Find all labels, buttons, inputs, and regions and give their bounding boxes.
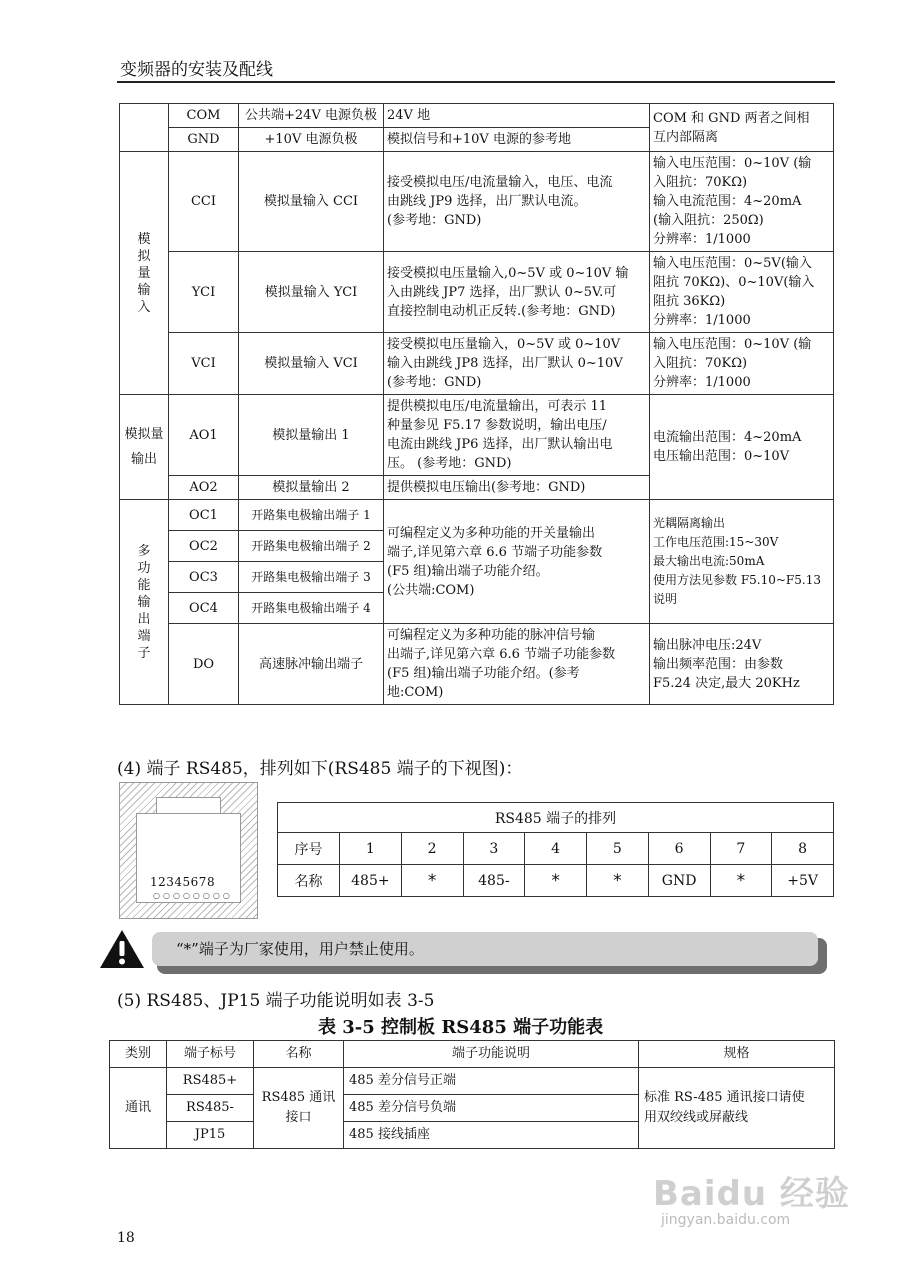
- text-line: (公共端:COM): [387, 582, 475, 598]
- category-analog-input: [120, 152, 169, 395]
- terminal-name: AO2: [169, 476, 239, 500]
- text-line: 电流由跳线 JP6 选择，出厂默认输出电: [387, 437, 613, 452]
- table-3-5-caption: 表 3-5 控制板 RS485 端子功能表: [318, 1017, 604, 1038]
- terminal-spec: [650, 333, 834, 395]
- category-analog-output: [120, 395, 169, 500]
- function-description: 485 接线插座: [344, 1122, 639, 1149]
- pin-name: *: [710, 865, 772, 897]
- pin-number: 2: [401, 833, 463, 865]
- category-char: 端: [137, 628, 151, 644]
- category-char: 入: [137, 299, 151, 315]
- text-line: COM 和 GND 两者之间相: [653, 110, 810, 126]
- running-header: 变频器的安装及配线: [120, 60, 273, 80]
- pin-name: *: [525, 865, 587, 897]
- warning-triangle-icon: [98, 928, 146, 970]
- terminal-function: 模拟量输出 2: [239, 476, 384, 500]
- pin-name: 485-: [463, 865, 525, 897]
- category-char: 输: [137, 282, 151, 298]
- terminal-description: [384, 395, 650, 476]
- table-row: [278, 833, 834, 865]
- name-cell: [254, 1068, 344, 1149]
- text-line: 输入电流范围：4~20mA: [653, 194, 802, 209]
- terminal-description: [384, 500, 650, 624]
- watermark-logo: Baidu 经验: [653, 1174, 850, 1214]
- text-line: 压。 (参考地：GND): [387, 456, 512, 471]
- terminal-spec: [650, 500, 834, 624]
- connector-socket: [136, 813, 241, 903]
- text-line: 标准 RS-485 通讯接口请使: [644, 1090, 805, 1105]
- terminal-name: OC4: [169, 593, 239, 624]
- text-line: 由跳线 JP9 选择，出厂默认电流。: [387, 194, 587, 209]
- terminal-spec: [650, 104, 834, 152]
- terminal-name: COM: [169, 104, 239, 128]
- category-char: 出: [137, 611, 151, 627]
- table-row: [110, 1068, 835, 1095]
- category-text: 输出: [130, 452, 157, 467]
- terminal-function: 开路集电极输出端子 3: [239, 562, 384, 593]
- category-char: 模: [137, 231, 151, 247]
- pin-name: GND: [648, 865, 710, 897]
- pin-number: 3: [463, 833, 525, 865]
- column-header: 名称: [254, 1041, 344, 1068]
- spec-cell: [639, 1068, 835, 1149]
- pin-number: 4: [525, 833, 587, 865]
- pin-number: 1: [340, 833, 402, 865]
- text-line: 入阻抗：70KΩ): [653, 356, 748, 371]
- text-line: 使用方法见参数 F5.10~F5.13: [653, 573, 821, 587]
- category-cell-empty: [120, 104, 169, 152]
- row-label: 序号: [278, 833, 340, 865]
- table-row: [120, 624, 834, 705]
- pin-name: 485+: [340, 865, 402, 897]
- text-line: 输出脉冲电压:24V: [653, 637, 762, 653]
- text-line: 接受模拟电压量输入，0~5V 或 0~10V: [387, 337, 621, 352]
- text-line: 分辨率：1/1000: [653, 313, 751, 328]
- category-char: 能: [137, 577, 151, 593]
- terminal-description: [384, 252, 650, 333]
- text-line: 输出频率范围：由参数: [653, 656, 784, 672]
- text-line: 阻抗 36KΩ): [653, 294, 726, 309]
- pin-name: *: [401, 865, 463, 897]
- text-line: 分辨率：1/1000: [653, 375, 751, 390]
- text-line: (参考地：GND): [387, 375, 482, 390]
- table-row: [278, 865, 834, 897]
- warning-note-text: “*”端子为厂家使用，用户禁止使用。: [176, 940, 424, 958]
- terminal-name: VCI: [169, 333, 239, 395]
- terminal-function: +10V 电源负极: [239, 128, 384, 152]
- table-row: [120, 152, 834, 252]
- text-line: (输入阻抗：250Ω): [653, 213, 764, 228]
- terminal-name: CCI: [169, 152, 239, 252]
- text-line: 接受模拟电压/电流量输入，电压、电流: [387, 175, 613, 190]
- text-line: 入由跳线 JP7 选择，出厂默认 0~5V.可: [387, 284, 617, 300]
- text-line: 光耦隔离输出: [653, 516, 726, 530]
- terminal-description: [384, 152, 650, 252]
- table-row: [120, 333, 834, 395]
- text-line: 阻抗 70KΩ)、0~10V(输入: [653, 275, 815, 290]
- text-line: 电流输出范围：4~20mA: [653, 430, 802, 445]
- terminal-name: OC3: [169, 562, 239, 593]
- terminal-function: 高速脉冲输出端子: [239, 624, 384, 705]
- category-text: 模拟量: [124, 427, 164, 442]
- table-row: [120, 252, 834, 333]
- section-5-heading: (5) RS485、JP15 端子功能说明如表 3-5: [117, 991, 435, 1011]
- text-line: 可编程定义为多种功能的开关量输出: [387, 525, 596, 541]
- table-row: [278, 803, 834, 833]
- text-line: (参考地：GND): [387, 213, 482, 228]
- terminal-name: AO1: [169, 395, 239, 476]
- rs485-table-title: RS485 端子的排列: [278, 803, 834, 833]
- terminal-function: 开路集电极输出端子 2: [239, 531, 384, 562]
- terminal-function: 模拟量输出 1: [239, 395, 384, 476]
- terminal-name: YCI: [169, 252, 239, 333]
- text-line: 可编程定义为多种功能的脉冲信号输: [387, 628, 596, 643]
- terminal-description: 24V 地: [384, 104, 650, 128]
- terminal-spec: [650, 152, 834, 252]
- connector-pins: ○○○○○○○○: [153, 891, 233, 900]
- text-line: 分辨率：1/1000: [653, 232, 751, 247]
- page-number: 18: [117, 1230, 135, 1246]
- text-line: 互内部隔离: [653, 129, 719, 145]
- column-header: 端子功能说明: [344, 1041, 639, 1068]
- terminal-name: OC1: [169, 500, 239, 531]
- category-cell: 通讯: [110, 1068, 167, 1149]
- rs485-pin-table: [277, 802, 834, 897]
- category-multi-output: [120, 500, 169, 705]
- pin-number: 5: [587, 833, 649, 865]
- category-char: 多: [137, 543, 151, 559]
- text-line: 种量参见 F5.17 参数说明，输出电压/: [387, 418, 607, 433]
- function-description: 485 差分信号负端: [344, 1095, 639, 1122]
- table-row: [120, 104, 834, 128]
- category-char: 功: [137, 560, 151, 576]
- terminal-function: 开路集电极输出端子 1: [239, 500, 384, 531]
- category-char: 拟: [137, 248, 151, 264]
- rs485-connector-diagram: [119, 782, 258, 919]
- rs485-function-table: [109, 1040, 835, 1149]
- text-line: 入阻抗：70KΩ): [653, 175, 748, 190]
- terminal-function: 模拟量输入 VCI: [239, 333, 384, 395]
- column-header: 端子标号: [167, 1041, 254, 1068]
- terminal-function: 开路集电极输出端子 4: [239, 593, 384, 624]
- table-header-row: [110, 1041, 835, 1068]
- watermark-url: jingyan.baidu.com: [661, 1212, 791, 1228]
- text-line: 输入电压范围：0~10V (输: [653, 337, 812, 352]
- text-line: 电压输出范围：0~10V: [653, 449, 790, 464]
- connector-pin-numbers: 12345678: [150, 875, 216, 889]
- column-header: 规格: [639, 1041, 835, 1068]
- terminal-function-table: [119, 103, 834, 705]
- text-line: 接口: [285, 1110, 312, 1125]
- text-line: 接受模拟电压量输入,0~5V 或 0~10V 输: [387, 265, 629, 281]
- row-label: 名称: [278, 865, 340, 897]
- text-line: (F5 组)输出端子功能介绍。(参考: [387, 666, 580, 681]
- terminal-function: 模拟量输入 CCI: [239, 152, 384, 252]
- terminal-name: DO: [169, 624, 239, 705]
- pin-number: 7: [710, 833, 772, 865]
- terminal-name: OC2: [169, 531, 239, 562]
- text-line: 工作电压范围:15~30V: [653, 535, 779, 549]
- terminal-description: [384, 333, 650, 395]
- text-line: 最大输出电流:50mA: [653, 554, 765, 568]
- category-char: 子: [137, 645, 151, 661]
- text-line: 直接控制电动机正反转.(参考地：GND): [387, 303, 616, 319]
- text-line: 输入由跳线 JP8 选择，出厂默认 0~10V: [387, 356, 623, 371]
- terminal-label: JP15: [167, 1122, 254, 1149]
- terminal-name: GND: [169, 128, 239, 152]
- text-line: F5.24 决定,最大 20KHz: [653, 675, 800, 691]
- terminal-spec: [650, 624, 834, 705]
- function-description: 485 差分信号正端: [344, 1068, 639, 1095]
- table-row: [120, 500, 834, 531]
- table-row: [120, 395, 834, 476]
- pin-number: 8: [772, 833, 834, 865]
- terminal-label: RS485+: [167, 1068, 254, 1095]
- terminal-description: [384, 624, 650, 705]
- text-line: 输入电压范围：0~5V(输入: [653, 256, 812, 271]
- section-4-heading: (4) 端子 RS485，排列如下(RS485 端子的下视图)：: [117, 759, 523, 779]
- column-header: 类别: [110, 1041, 167, 1068]
- terminal-spec: [650, 252, 834, 333]
- text-line: 地:COM): [387, 685, 444, 700]
- text-line: 出端子,详见第六章 6.6 节端子功能参数: [387, 647, 616, 662]
- category-char: 量: [137, 265, 151, 281]
- pin-name: +5V: [772, 865, 834, 897]
- text-line: 输入电压范围：0~10V (输: [653, 156, 812, 171]
- text-line: RS485 通讯: [261, 1090, 336, 1105]
- terminal-description: 模拟信号和+10V 电源的参考地: [384, 128, 650, 152]
- terminal-function: 公共端+24V 电源负极: [239, 104, 384, 128]
- category-char: 输: [137, 594, 151, 610]
- text-line: 端子,详见第六章 6.6 节端子功能参数: [387, 544, 603, 560]
- terminal-description: 提供模拟电压输出(参考地：GND): [384, 476, 650, 500]
- pin-number: 6: [648, 833, 710, 865]
- terminal-spec: [650, 395, 834, 500]
- text-line: 用双绞线或屏蔽线: [644, 1110, 749, 1125]
- terminal-label: RS485-: [167, 1095, 254, 1122]
- pin-name: *: [587, 865, 649, 897]
- terminal-function: 模拟量输入 YCI: [239, 252, 384, 333]
- text-line: 提供模拟电压/电流量输出，可表示 11: [387, 399, 608, 414]
- header-rule: [117, 81, 835, 83]
- text-line: 说明: [653, 592, 678, 606]
- text-line: (F5 组)输出端子功能介绍。: [387, 563, 549, 579]
